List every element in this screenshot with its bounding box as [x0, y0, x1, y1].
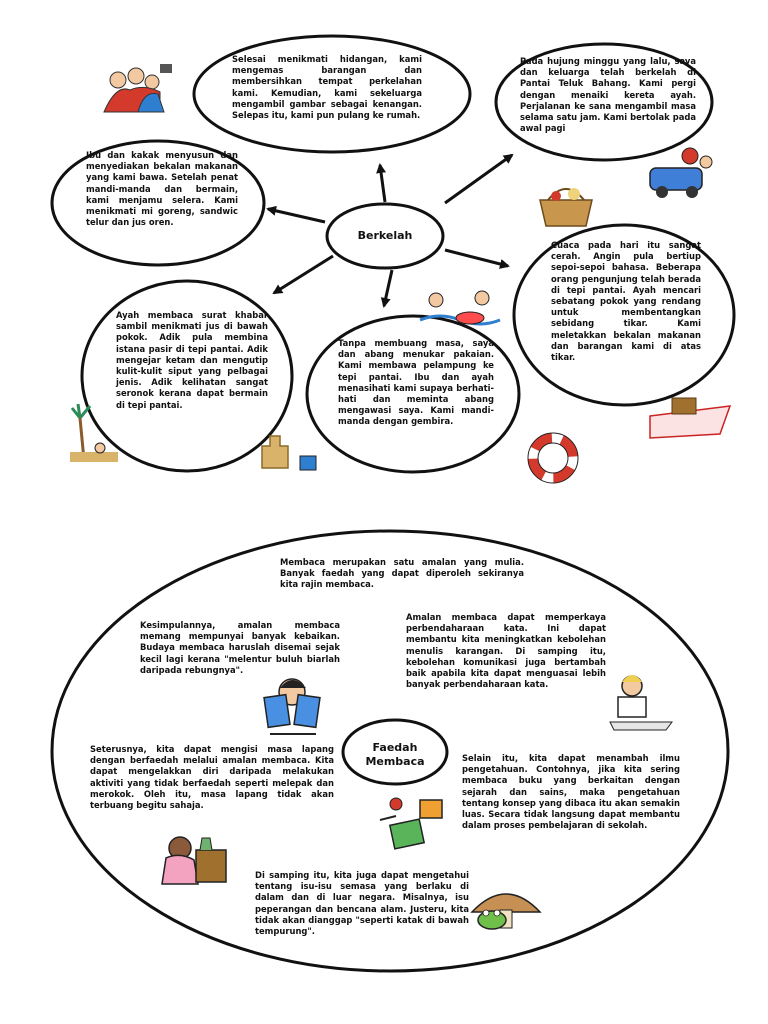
books-clipart [380, 798, 442, 849]
node-text-top-right: Pada hujung minggu yang lalu, saya dan keluarga telah berkelah di Pantai Teluk Bahang. Kami pergi dengan menaiki kereta ayah. Perjalanan ke sana mengambil masa selama satu jam. Kami bertolak pada awal pagi [520, 56, 696, 134]
paragraph-conclusion: Kesimpulannya, amalan membaca memang mempunyai banyak kebaikan. Budaya membaca haruslah disemai sejak kecil lagi kerana "melentur buluh biarlah daripada rebungnya". [140, 620, 340, 675]
node-text-right: Cuaca pada hari itu sangat cerah. Angin pula bertiup sepoi-sepoi bahasa. Beberapa orang pengunjung telah berada di tepi pantai. Ayah mencari sebatang pokok yang rendang untuk membentangkan sebidang tikar. Kami meletakkan bekalan makanan dan barangan kami di atas tikar. [551, 240, 701, 363]
frog-mushroom-clipart [472, 894, 540, 929]
paragraph-vocabulary: Amalan membaca dapat memperkaya perbendaharaan kata. Ini dapat membantu kita meningkatkan kebolehan menulis karangan. Di samping itu, kebolehan komunikasi juga bertambah baik apabila kita dapat menguasai lebih banyak perbendaharaan kata. [406, 612, 606, 690]
node-text-bottom: Tanpa membuang masa, saya dan abang menukar pakaian. Kami membawa pelampung ke tepi pantai. Ibu dan ayah menasihati kami supaya berhati-hati dan meminta abang mengawasi saya. Kami mandi-manda dengan gembira. [338, 338, 494, 427]
reading-child-clipart [264, 679, 320, 734]
node-text-left: Ibu dan kakak menyusun dan menyediakan bekalan makanan yang kami bawa. Setelah penat mandi-manda dan bermain, kami menjamu selera. Kami menikmati mi goreng, sandwic telur dan jus oren. [86, 150, 238, 228]
center-berkelah: Berkelah [357, 229, 413, 242]
node-text-top: Selesai menikmati hidangan, kami mengemas barangan dan membersihkan tempat perkelahan kami. Kemudian, kami sekeluarga mengambil gambar sebagai kenangan. Selepas itu, kami pun pulang ke rumah. [232, 54, 422, 121]
paragraph-current-issues: Di samping itu, kita juga dapat mengetahui tentang isu-isu semasa yang berlaku di dalam dan di luar negara. Misalnya, isu peperangan dan bencana alam. Justeru, kita tidak akan dianggap "seperti katak di bawah tempurung". [255, 870, 469, 937]
node-text-bottom-left: Ayah membaca surat khabar sambil menikmati jus di bawah pokok. Adik pula membina istana pasir di tepi pantai. Adik mengejar ketam dan mengutip kulit-kulit siput yang pelbagai jenis. Adik kelihatan sangat seronok kerana dapat bermain di tepi pantai. [116, 310, 268, 410]
paragraph-free-time: Seterusnya, kita dapat mengisi masa lapang dengan berfaedah melalui amalan membaca. Kita dapat mengelakkan diri daripada melakukan aktiviti yang tidak berfaedah seperti melepak dan merokok. Oleh itu, masa lapang tidak akan terbuang begitu sahaja. [90, 744, 334, 811]
center-faedah-membaca: Faedah Membaca [365, 741, 425, 768]
girl-reading-clipart [162, 837, 226, 884]
paragraph-knowledge: Selain itu, kita dapat menambah ilmu pengetahuan. Contohnya, jika kita sering membaca buku yang berkaitan dengan sejarah dan sains, maka pengetahuan tentang konsep yang dibaca itu akan semakin luas. Secara tidak langsung dapat membantu dalam proses pembelajaran di sekolah. [462, 753, 680, 831]
student-writing-clipart [610, 675, 672, 730]
paragraph-intro: Membaca merupakan satu amalan yang mulia. Banyak faedah yang dapat diperoleh sekiranya kita rajin membaca. [280, 557, 524, 590]
